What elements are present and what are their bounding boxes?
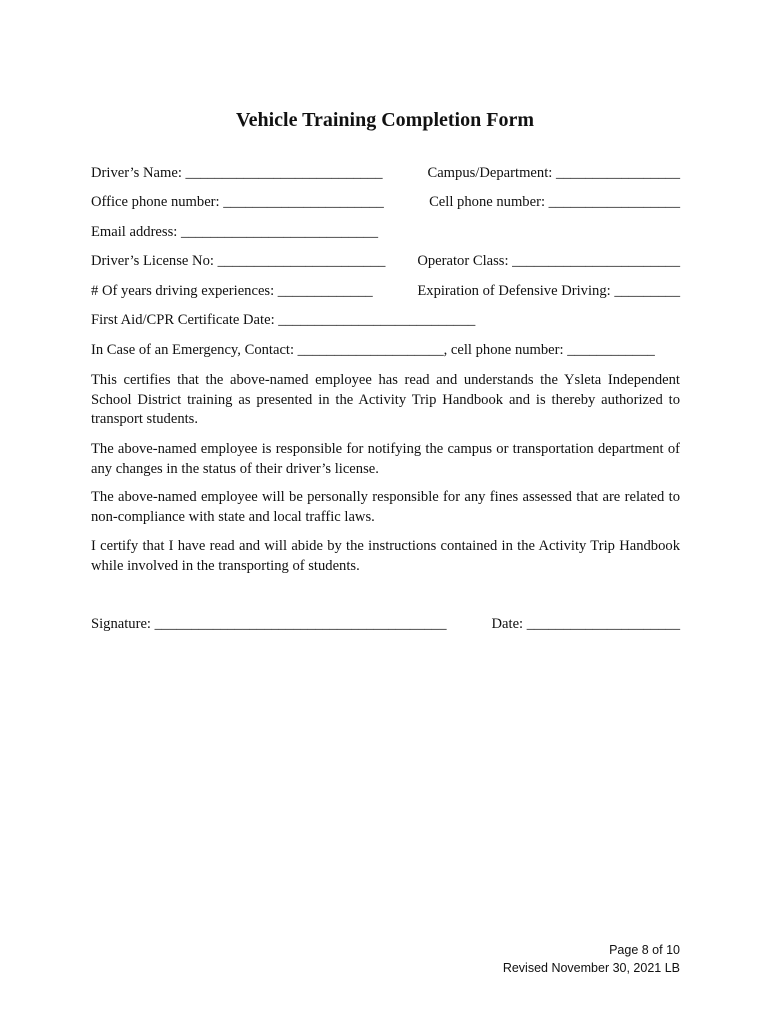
operator-class-field[interactable]: Operator Class: _______________________ xyxy=(417,253,680,269)
license-status-paragraph: The above-named employee is responsible for notifying the campus or transportation department of any changes in the status of their driver’s license. xyxy=(91,441,680,477)
row-driver-campus xyxy=(91,165,680,185)
office-phone-field[interactable]: Office phone number: ______________________ xyxy=(91,194,384,210)
revision-note: Revised November 30, 2021 LB xyxy=(502,961,680,975)
certify-paragraph: I certify that I have read and will abide by the instructions contained in the Activity Trip Handbook while involved in the transporting of students. xyxy=(91,538,680,574)
row-email xyxy=(91,224,680,244)
row-phones xyxy=(91,194,680,214)
drivers-name-field[interactable]: Driver’s Name: ___________________________ xyxy=(91,165,383,181)
signature-field[interactable]: Signature: ________________________________________ xyxy=(91,616,447,632)
certification-paragraph: This certifies that the above-named employee has read and understands the Ysleta Independent School District training as presented in the Activity Trip Handbook and is thereby authorized to transport students. xyxy=(91,372,680,427)
cell-phone-field[interactable]: Cell phone number: __________________ xyxy=(429,194,680,210)
date-field[interactable]: Date: _____________________ xyxy=(491,616,680,632)
first-aid-field[interactable]: First Aid/CPR Certificate Date: ___________________________ xyxy=(91,312,476,328)
row-emergency-contact xyxy=(91,342,680,362)
fines-paragraph: The above-named employee will be personally responsible for any fines assessed that are related to non-compliance with state and local traffic laws. xyxy=(91,489,680,525)
campus-department-field[interactable]: Campus/Department: _________________ xyxy=(427,165,680,181)
license-no-field[interactable]: Driver’s License No: _______________________ xyxy=(91,253,386,269)
row-first-aid xyxy=(91,312,680,332)
emergency-contact-field[interactable]: In Case of an Emergency, Contact: ____________________, cell phone number: ____________ xyxy=(91,342,655,358)
page-number: Page 8 of 10 xyxy=(609,943,680,957)
row-license-class xyxy=(91,253,680,273)
row-years-defensive xyxy=(91,283,680,303)
email-field[interactable]: Email address: ___________________________ xyxy=(91,224,378,240)
form-title: Vehicle Training Completion Form xyxy=(236,109,534,131)
years-driving-field[interactable]: # Of years driving experiences: _____________ xyxy=(91,283,373,299)
defensive-driving-field[interactable]: Expiration of Defensive Driving: _________ xyxy=(417,283,680,299)
